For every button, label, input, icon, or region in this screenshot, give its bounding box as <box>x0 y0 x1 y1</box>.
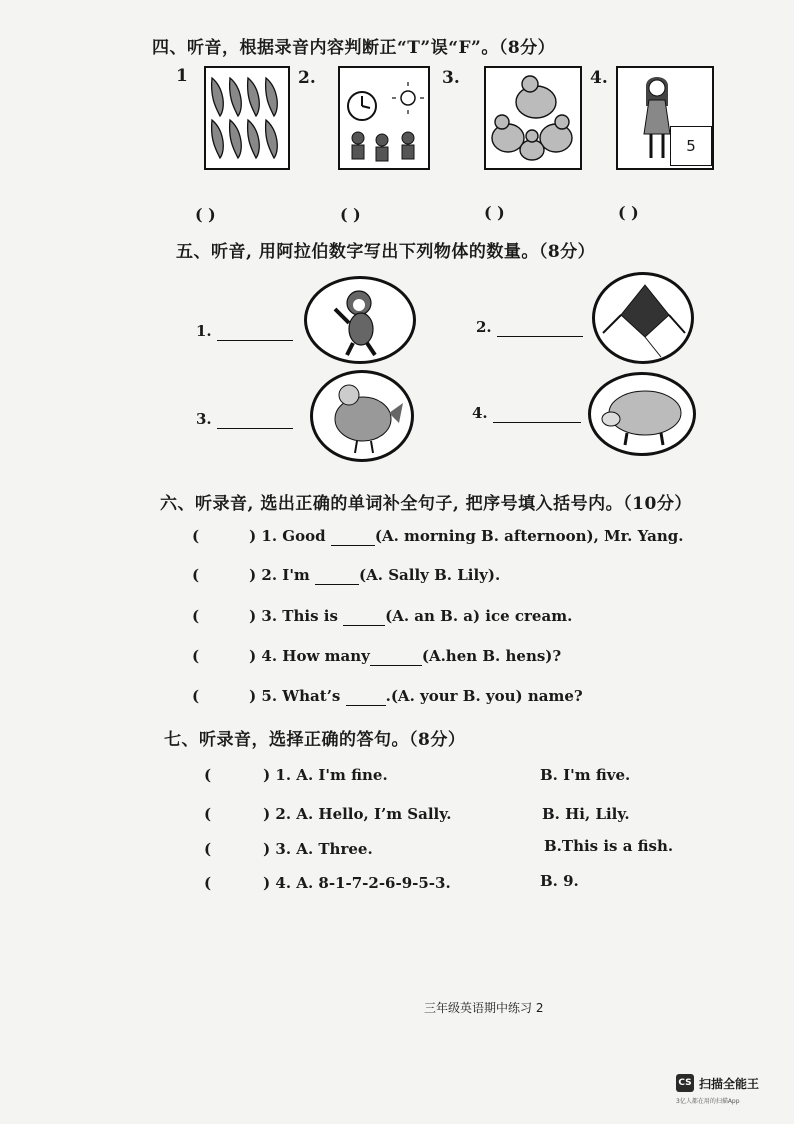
answer-paren[interactable]: ( <box>204 874 212 892</box>
section-6-item-2 <box>192 566 500 585</box>
question-text: ) 2. I'm <box>249 566 316 584</box>
answer-paren[interactable]: ( ) <box>340 205 361 224</box>
answer-paren[interactable]: ( <box>204 840 212 858</box>
section-4-item-3-number: 3. <box>442 68 460 88</box>
section-5-item-1 <box>196 322 293 341</box>
kite-picture <box>592 272 694 364</box>
answer-blank[interactable] <box>370 647 422 666</box>
question-text: ) 4. How many <box>249 647 370 665</box>
section-5-item-3 <box>196 410 293 429</box>
clock-sun-kids-picture <box>338 66 430 170</box>
section-5-item-2 <box>476 318 583 337</box>
item-number: 4. <box>472 404 488 422</box>
option-a: ) 2. A. Hello, I’m Sally. <box>263 805 452 823</box>
section-4-item-1-number: 1 <box>176 66 188 86</box>
question-text: ) 1. Good <box>249 527 331 545</box>
number-box: 5 <box>670 126 712 166</box>
question-options: (A. an B. a) ice cream. <box>385 607 573 625</box>
ducks-picture <box>484 66 582 170</box>
option-a: ) 1. A. I'm fine. <box>263 766 388 784</box>
question-options: .(A. your B. you) name? <box>385 687 583 705</box>
section-7-item-4 <box>204 874 451 892</box>
answer-paren[interactable]: ( <box>204 766 212 784</box>
question-options: (A. Sally B. Lily). <box>359 566 501 584</box>
feathers-picture <box>204 66 290 170</box>
item-number: 1. <box>196 322 212 340</box>
watermark-name: 扫描全能王 <box>699 1076 760 1091</box>
scanner-watermark <box>676 1074 759 1092</box>
section-6-heading: 六、听录音, 选出正确的单词补全句子, 把序号填入括号内。（10分） <box>160 494 692 514</box>
question-text: ) 5. What’s <box>249 687 346 705</box>
answer-paren[interactable]: ( <box>204 805 212 823</box>
answer-blank[interactable] <box>331 527 375 546</box>
option-b: B.This is a fish. <box>544 837 674 855</box>
answer-blank[interactable] <box>346 687 386 706</box>
answer-blank[interactable] <box>217 410 293 429</box>
page-footer: 三年级英语期中练习 2 <box>424 1001 544 1015</box>
section-6-item-1 <box>192 527 684 546</box>
answer-paren[interactable]: ( <box>192 527 200 545</box>
section-7-item-1 <box>204 766 388 784</box>
watermark-tagline: 3亿人都在用的扫描App <box>676 1098 740 1105</box>
section-5-heading: 五、听音, 用阿拉伯数字写出下列物体的数量。（8分） <box>176 242 596 262</box>
item-number: 3. <box>196 410 212 428</box>
option-b: B. Hi, Lily. <box>542 805 630 823</box>
section-7-item-2 <box>204 805 451 823</box>
camscanner-logo-icon: CS <box>676 1074 694 1092</box>
option-b: B. 9. <box>540 872 579 890</box>
answer-blank[interactable] <box>315 566 359 585</box>
section-4-heading: 四、听音，根据录音内容判断正“T”误“F”。（8分） <box>152 38 556 58</box>
answer-paren[interactable]: ( <box>192 607 200 625</box>
answer-paren[interactable]: ( <box>192 647 200 665</box>
answer-blank[interactable] <box>217 322 293 341</box>
question-text: ) 3. This is <box>249 607 344 625</box>
question-options: (A.hen B. hens)? <box>421 647 562 665</box>
section-7-heading: 七、听录音，选择正确的答句。（8分） <box>164 730 466 750</box>
answer-paren[interactable]: ( <box>192 566 200 584</box>
question-options: (A. morning B. afternoon), Mr. Yang. <box>374 527 684 545</box>
answer-paren[interactable]: ( ) <box>484 203 505 222</box>
section-6-item-5 <box>192 687 583 706</box>
hen-picture <box>310 370 414 462</box>
section-4-item-2-number: 2. <box>298 68 316 88</box>
girl-number-picture <box>616 66 714 170</box>
option-b: B. I'm five. <box>540 766 631 784</box>
answer-blank[interactable] <box>497 318 583 337</box>
monkey-picture <box>304 276 416 364</box>
section-6-item-4 <box>192 647 561 666</box>
section-6-item-3 <box>192 607 572 626</box>
answer-paren[interactable]: ( ) <box>618 203 639 222</box>
answer-blank[interactable] <box>343 607 385 626</box>
option-a: ) 3. A. Three. <box>263 840 373 858</box>
answer-paren[interactable]: ( <box>192 687 200 705</box>
answer-blank[interactable] <box>493 404 581 423</box>
option-a: ) 4. A. 8-1-7-2-6-9-5-3. <box>263 874 451 892</box>
section-5-item-4 <box>472 404 581 423</box>
section-4-item-4-number: 4. <box>590 68 608 88</box>
answer-paren[interactable]: ( ) <box>195 205 216 224</box>
item-number: 2. <box>476 318 492 336</box>
section-7-item-3 <box>204 840 373 858</box>
pig-picture <box>588 372 696 456</box>
